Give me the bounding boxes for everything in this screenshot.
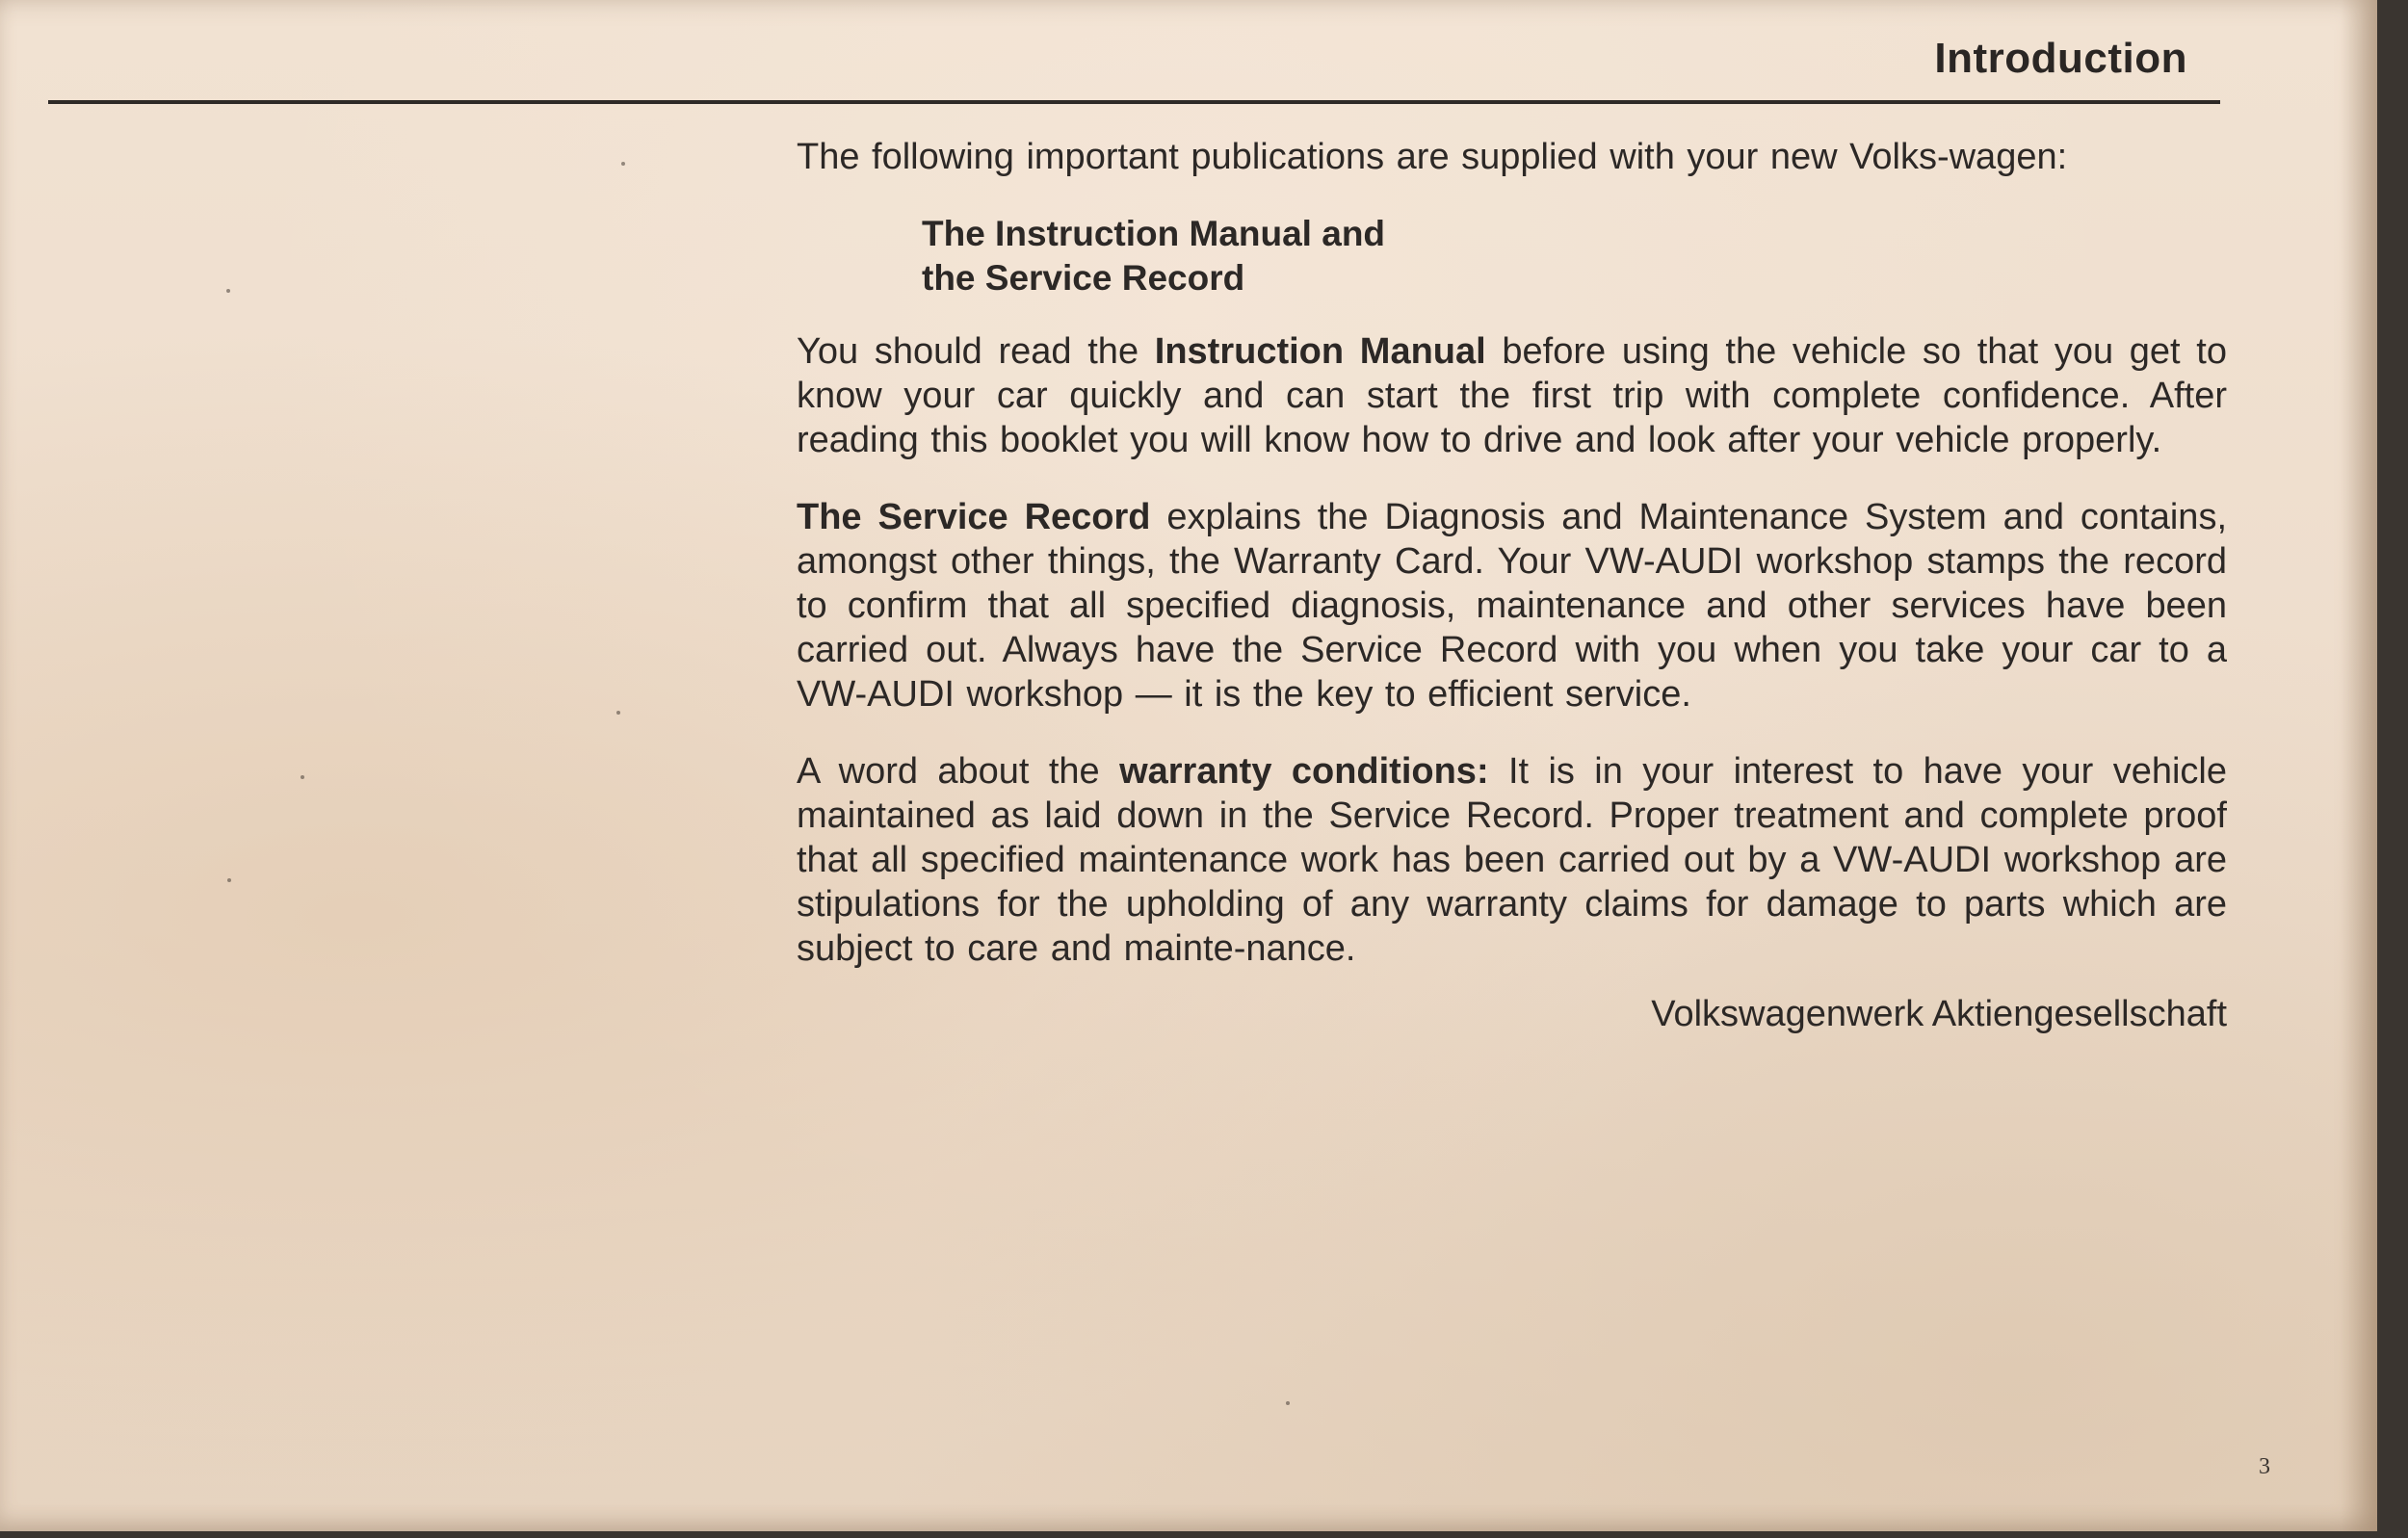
paragraph-text: explains the Diagnosis and Maintenance System and contains, amongst other things, the Warranty Card. Your VW-AUDI workshop stamps the record to confirm that all specified diagnosis, maintenance and other services have been carried out. Always have the Service Record with you when you take your car to a VW-AUDI workshop — it is the key to efficient service. [797,497,2227,715]
paragraph-emphasis: warranty conditions: [1119,751,1489,792]
service-record-paragraph [797,495,2227,717]
instruction-manual-paragraph [797,329,2227,462]
paper-speck [226,289,230,293]
section-title: Introduction [1934,35,2187,82]
paragraph-emphasis: Instruction Manual [1154,331,1486,372]
paper-speck [227,878,231,882]
paper-speck [616,711,620,715]
page-number: 3 [2259,1454,2270,1479]
paper-speck [1286,1401,1290,1405]
paper-speck [301,775,304,779]
warranty-paragraph [797,749,2227,971]
publication-item: the Service Record [922,258,1245,298]
paragraph-text: before using the vehicle so that you get to know your car quickly and can start the first trip with complete confidence. After reading this booklet you will know how to drive and look after your vehicle properly. [797,331,2227,460]
publication-item: The Instruction Manual and [922,214,1386,253]
publication-list [922,212,2227,300]
paper-speck [621,162,625,166]
intro-paragraph: The following important publications are supplied with your new Volks-wagen: [797,137,2068,177]
paragraph-lead: You should read the [797,331,1155,372]
header-rule [48,100,2220,104]
page-body [797,135,2227,1036]
paragraph-emphasis: The Service Record [797,497,1151,537]
paragraph-lead: A word about the [797,751,1120,792]
company-signature: Volkswagenwerk Aktiengesellschaft [1651,994,2227,1034]
page-edge-shadow [2341,0,2377,1531]
paragraph-text: It is in your interest to have your vehicle maintained as laid down in the Service Record. Proper treatment and complete proof that all specified maintenance work has been carried out by a VW-AUDI workshop are stipulations for the upholding of any warranty claims for damage to parts which are subject to care and mainte-nance. [797,751,2228,969]
